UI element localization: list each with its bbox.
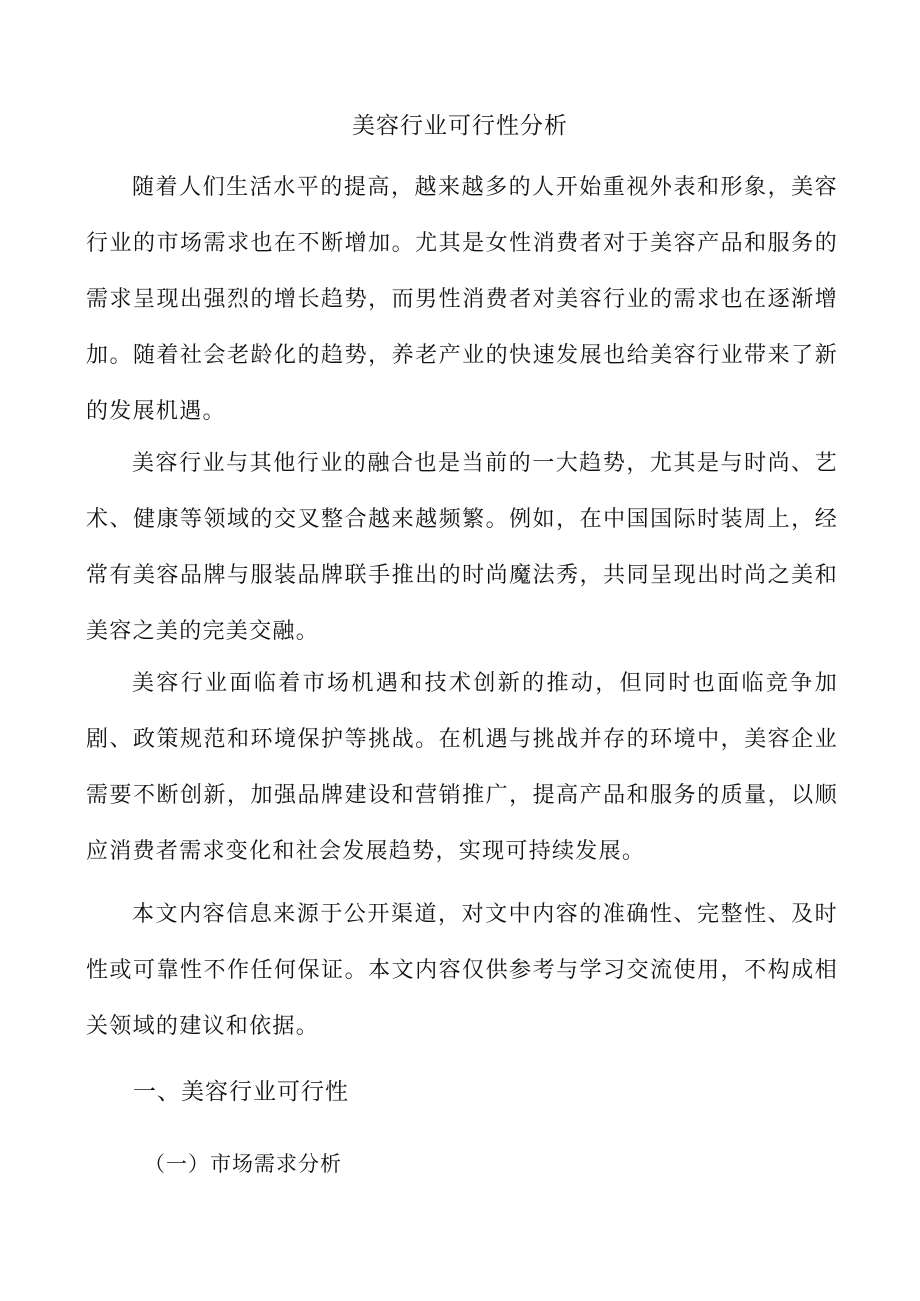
paragraph-industry-fusion: 美容行业与其他行业的融合也是当前的一大趋势，尤其是与时尚、艺术、健康等领域的交叉整合越来越频繁。例如，在中国国际时装周上，经常有美容品牌与服装品牌联手推出的时尚魔法秀，共同呈现出时尚之美和美容之美的完美交融。 [86, 451, 838, 644]
paragraph-market-demand: 随着人们生活水平的提高，越来越多的人开始重视外表和形象，美容行业的市场需求也在不断增加。尤其是女性消费者对于美容产品和服务的需求呈现出强烈的增长趋势，而男性消费者对美容行业的需求也在逐渐增加。随着社会老龄化的趋势，养老产业的快速发展也给美容行业带来了新的发展机遇。 [86, 175, 838, 424]
section-heading: 一、美容行业可行性 [133, 1079, 349, 1105]
subsection-heading: （一）市场需求分析 [144, 1152, 342, 1176]
paragraph-disclaimer: 本文内容信息来源于公开渠道，对文中内容的准确性、完整性、及时性或可靠性不作任何保证。本文内容仅供参考与学习交流使用，不构成相关领域的建议和依据。 [86, 902, 838, 1039]
document-title: 美容行业可行性分析 [352, 113, 568, 139]
paragraph-opportunities-challenges: 美容行业面临着市场机遇和技术创新的推动，但同时也面临竞争加剧、政策规范和环境保护等挑战。在机遇与挑战并存的环境中，美容企业需要不断创新，加强品牌建设和营销推广，提高产品和服务的质量，以顺应消费者需求变化和社会发展趋势，实现可持续发展。 [86, 671, 838, 864]
